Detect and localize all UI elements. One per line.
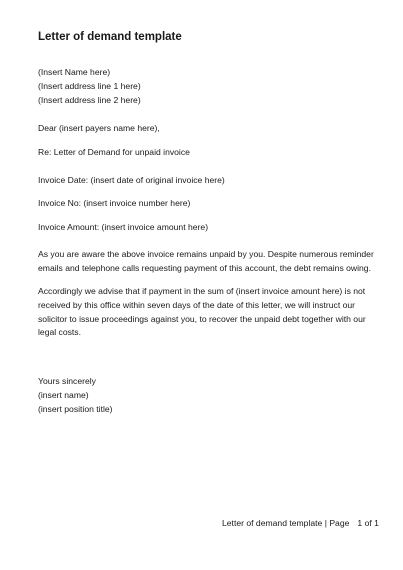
document-title: Letter of demand template — [38, 31, 182, 43]
page-footer — [222, 518, 379, 528]
recipient-address-line-1: (Insert address line 1 here) — [38, 81, 141, 91]
body-paragraph-1-line: As you are aware the above invoice remains unpaid by you. Despite numerous reminder — [38, 249, 374, 259]
signer-position: (insert position title) — [38, 404, 113, 414]
invoice-amount: Invoice Amount: (insert invoice amount here) — [38, 222, 209, 232]
footer-text: Letter of demand template | Page — [222, 518, 350, 528]
recipient-address-line-2: (Insert address line 2 here) — [38, 95, 141, 105]
body-paragraph-2-line: received by this office within seven days of the date of this letter, we will instruct our — [38, 299, 356, 310]
body-paragraph-2 — [38, 285, 373, 340]
body-paragraph-1 — [38, 248, 373, 276]
body-paragraph-2-line: solicitor to issue proceedings against you, to recover the unpaid debt together with our — [38, 313, 366, 324]
signer-name: (insert name) — [38, 390, 89, 400]
body-paragraph-1-line: emails and telephone calls requesting payment of this account, the debt remains owing. — [38, 262, 371, 273]
invoice-number: Invoice No: (insert invoice number here) — [38, 198, 191, 208]
recipient-name: (Insert Name here) — [38, 67, 111, 77]
signoff: Yours sincerely — [38, 376, 96, 386]
body-paragraph-2-line: Accordingly we advise that if payment in the sum of (insert invoice amount here) is not — [38, 286, 366, 296]
invoice-date: Invoice Date: (insert date of original invoice here) — [38, 175, 225, 185]
salutation: Dear (insert payers name here), — [38, 123, 160, 133]
subject-line: Re: Letter of Demand for unpaid invoice — [38, 147, 190, 157]
page-number: 1 of 1 — [357, 518, 379, 528]
body-paragraph-2-line: legal costs. — [38, 327, 81, 338]
